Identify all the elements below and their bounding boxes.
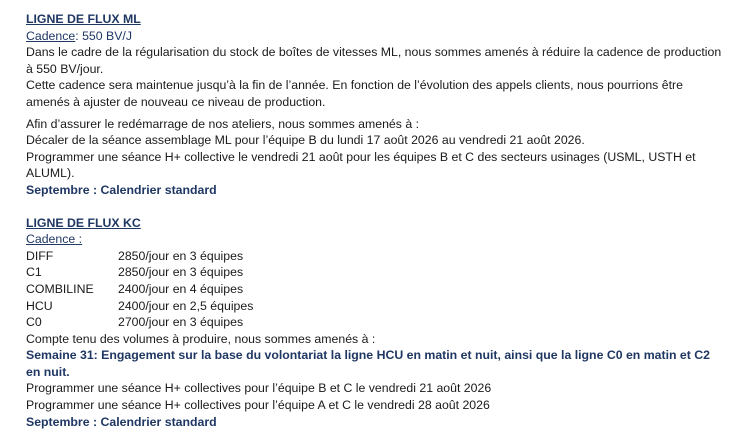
paragraph: Compte tenu des volumes à produire, nous sommes amenés à :: [26, 331, 376, 346]
week-31-note: Semaine 31: Engagement sur la base du volontariat la ligne HCU en matin et nuit, ainsi que la ligne C0 en matin et C2 en nuit.: [26, 348, 711, 379]
cadence-line-ml: [26, 28, 726, 45]
cadence-row: [26, 248, 726, 265]
cadence-row: [26, 314, 726, 331]
paragraph: Afin d’assurer le redémarrage de nos ateliers, nous sommes amenés à :: [26, 116, 420, 131]
cadence-label: Cadence: [26, 28, 76, 43]
line-cadence: 2850/jour en 3 équipes: [118, 248, 244, 263]
section-title-ml: LIGNE DE FLUX ML: [26, 12, 141, 26]
cadence-row: [26, 281, 726, 298]
cadence-line-kc: [26, 231, 726, 248]
section-title-kc: LIGNE DE FLUX KC: [26, 215, 141, 230]
paragraph: Programmer une séance H+ collectives pour l’équipe A et C le vendredi 28 août 2026: [26, 398, 490, 413]
line-cadence: 2400/jour en 4 équipes: [118, 281, 244, 296]
cadence-label: Cadence: [26, 232, 76, 247]
section-ml: [26, 11, 726, 199]
september-note-ml: Septembre : Calendrier standard: [26, 182, 217, 197]
paragraph: Dans le cadre de la régularisation du stock de boîtes de vitesses ML, nous sommes amenés à réduire la cadence de production à 550 BV/jour.: [26, 45, 722, 76]
september-note-kc: Septembre : Calendrier standard: [26, 414, 217, 429]
line-name: DIFF: [26, 248, 54, 263]
line-cadence: 2400/jour en 2,5 équipes: [118, 298, 254, 313]
paragraph: Programmer une séance H+ collectives pour l’équipe B et C le vendredi 21 août 2026: [26, 381, 492, 396]
cadence-suffix: :: [75, 232, 83, 247]
line-name: C1: [26, 265, 42, 280]
document: [26, 11, 726, 430]
cadence-row: [26, 298, 726, 315]
line-cadence: 2700/jour en 3 équipes: [118, 315, 244, 330]
paragraph: Programmer une séance H+ collective le vendredi 21 août pour les équipes B et C des secteurs usinages (USML, USTH et ALUML).: [26, 149, 696, 181]
line-name: C0: [26, 315, 42, 330]
line-name: HCU: [26, 298, 53, 313]
paragraph: Cette cadence sera maintenue jusqu’à la fin de l’année. En fonction de l’évolution des appels clients, nous pourrions être amenés à ajuster de nouveau ce niveau de production.: [26, 78, 683, 109]
line-cadence: 2850/jour en 3 équipes: [118, 265, 244, 280]
cadence-row: [26, 264, 726, 281]
cadence-value: : 550 BV/J: [75, 28, 132, 43]
section-kc: [26, 215, 726, 431]
paragraph: Décaler de la séance assemblage ML pour l’équipe B du lundi 17 août 2026 au vendredi 21 août 2026.: [26, 133, 585, 148]
line-name: COMBILINE: [26, 281, 94, 296]
